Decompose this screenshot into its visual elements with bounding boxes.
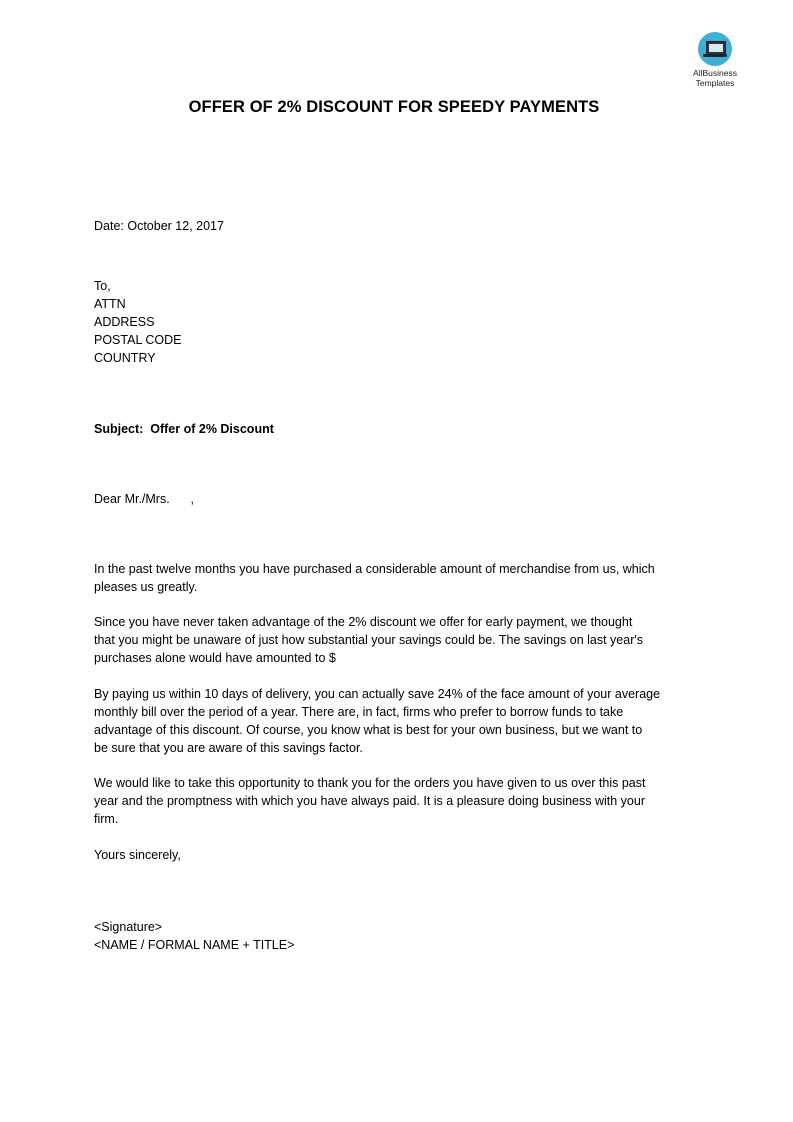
body-line: year and the promptness with which you have always paid. It is a pleasure doing business with your xyxy=(94,794,645,808)
body-line: that you might be unaware of just how substantial your savings could be. The savings on last year's xyxy=(94,633,643,647)
body-line: monthly bill over the period of a year. There are, in fact, firms who prefer to borrow funds to take xyxy=(94,705,624,719)
signature-placeholder: <Signature> xyxy=(94,920,163,934)
body-line: be sure that you are aware of this savings factor. xyxy=(94,741,363,755)
logo-text-line2: Templates xyxy=(695,78,735,88)
body-line: We would like to take this opportunity to thank you for the orders you have given to us over this past xyxy=(94,776,646,790)
allbusiness-templates-logo xyxy=(680,32,750,88)
recipient-country: COUNTRY xyxy=(94,351,156,365)
body-paragraph-2 xyxy=(94,613,704,667)
body-line: purchases alone would have amounted to $ xyxy=(94,651,336,665)
body-paragraph-4 xyxy=(94,774,704,828)
laptop-icon xyxy=(698,32,732,66)
recipient-attn: ATTN xyxy=(94,297,126,311)
body-paragraph-3 xyxy=(94,685,704,757)
body-paragraph-1 xyxy=(94,560,704,596)
body-line: firm. xyxy=(94,812,119,826)
letter-subject: Subject: Offer of 2% Discount xyxy=(94,422,274,436)
body-line: advantage of this discount. Of course, you know what is best for your own business, but we want to xyxy=(94,723,643,737)
letter-closing: Yours sincerely, xyxy=(94,848,181,862)
body-line: Since you have never taken advantage of the 2% discount we offer for early payment, we thought xyxy=(94,615,633,629)
body-line: In the past twelve months you have purchased a considerable amount of merchandise from us, which xyxy=(94,562,655,576)
document-title: OFFER OF 2% DISCOUNT FOR SPEEDY PAYMENTS xyxy=(188,98,600,116)
recipient-address: ADDRESS xyxy=(94,315,155,329)
letter-date: Date: October 12, 2017 xyxy=(94,219,224,233)
letter-greeting: Dear Mr./Mrs. , xyxy=(94,492,195,506)
name-title-placeholder: <NAME / FORMAL NAME + TITLE> xyxy=(94,938,295,952)
body-line: By paying us within 10 days of delivery, you can actually save 24% of the face amount of your average xyxy=(94,687,661,701)
logo-text-line1: AllBusiness xyxy=(693,68,737,78)
recipient-salutation: To, xyxy=(94,279,111,293)
recipient-postal-code: POSTAL CODE xyxy=(94,333,182,347)
body-line: pleases us greatly. xyxy=(94,580,198,594)
